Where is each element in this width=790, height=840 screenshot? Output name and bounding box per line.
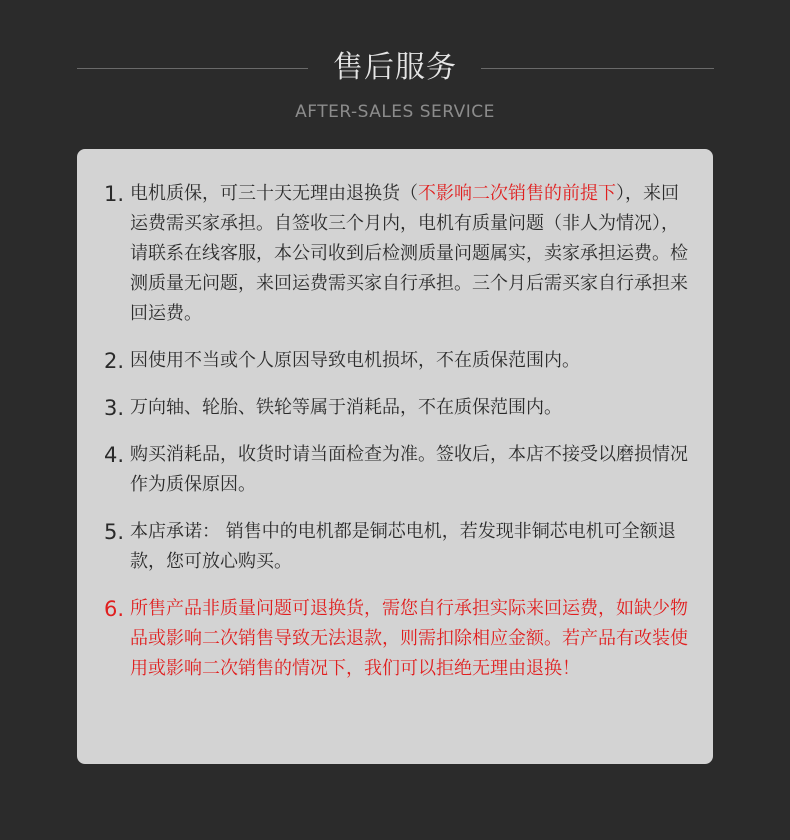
item-number: 5.: [104, 520, 125, 544]
policy-item-3: [104, 393, 694, 423]
policy-list: [104, 179, 694, 701]
header-rule-right: [481, 68, 714, 69]
header: [0, 0, 790, 140]
item-highlight: 不影响二次销售的前提下: [418, 183, 616, 204]
policy-item-5: [104, 517, 694, 577]
item-number: 6.: [104, 597, 125, 621]
item-text: 购买消耗品，收货时请当面检查为准。签收后，本店不接受以磨损情况作为质保原因。: [130, 444, 688, 495]
item-text: 因使用不当或个人原因导致电机损坏，不在质保范围内。: [130, 350, 580, 371]
item-number: 1.: [104, 182, 125, 206]
page-title: 售后服务: [333, 50, 457, 85]
policy-item-4: [104, 440, 694, 500]
item-text: 万向轴、轮胎、铁轮等属于消耗品，不在质保范围内。: [130, 397, 562, 418]
policy-item-2: [104, 346, 694, 376]
item-number: 3.: [104, 396, 125, 420]
policy-card: [77, 149, 713, 764]
item-text: 所售产品非质量问题可退换货，需您自行承担实际来回运费，如缺少物品或影响二次销售导致无法退款，则需扣除相应金额。若产品有改装使用或影响二次销售的情况下，我们可以拒绝无理由退换！: [130, 598, 688, 679]
item-number: 2.: [104, 349, 125, 373]
item-text: 电机质保，可三十天无理由退换货（: [130, 183, 418, 204]
item-text: 本店承诺： 销售中的电机都是铜芯电机，若发现非铜芯电机可全额退款，您可放心购买。: [130, 521, 676, 572]
item-text-continued: ），来回运费需买家承担。自签收三个月内，电机有质量问题（非人为情况），请联系在线客服，本公司收到后检测质量问题属实，卖家承担运费。检测质量无问题，来回运费需买家自行承担。三个月后需买家自行承担来回运费。: [130, 183, 688, 324]
page-subtitle: AFTER-SALES SERVICE: [295, 102, 495, 122]
item-number: 4.: [104, 443, 125, 467]
policy-item-6: [104, 594, 694, 684]
policy-item-1: [104, 179, 694, 329]
